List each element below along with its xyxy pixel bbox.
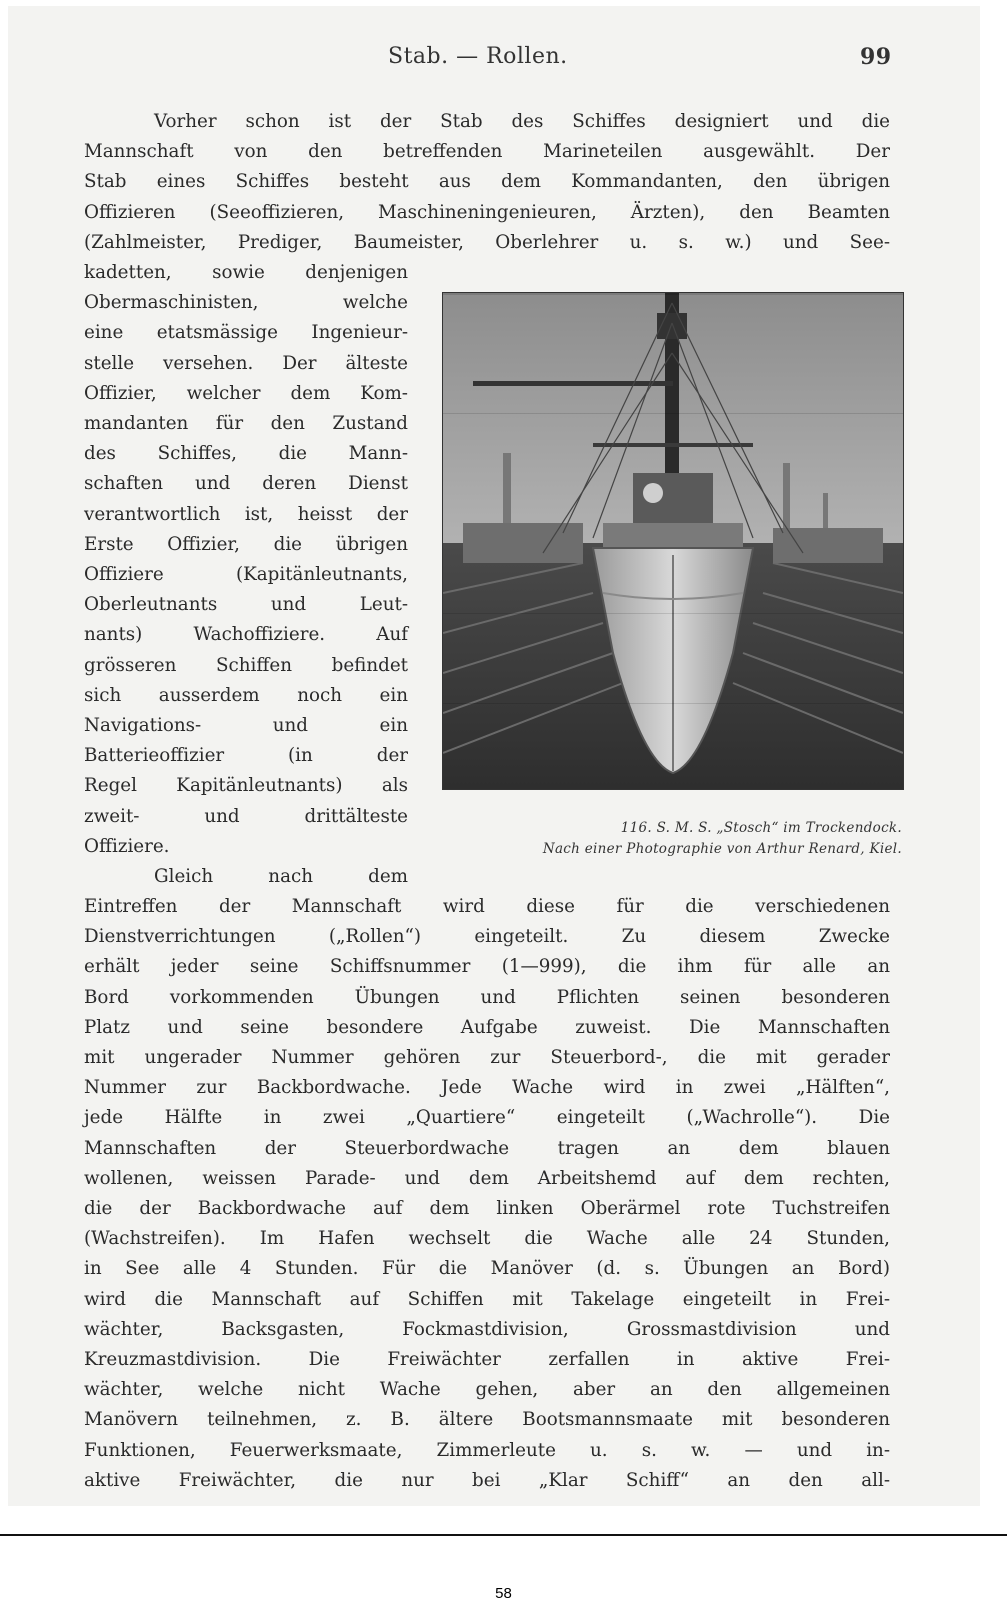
text-line: Offizier, welcher dem Kom- (84, 382, 408, 404)
text-line: Funktionen, Feuerwerksmaate, Zimmerleute u. s. w. — und in- (84, 1439, 890, 1461)
text-line: wollenen, weissen Parade- und dem Arbeitshemd auf dem rechten, (84, 1167, 890, 1189)
text-line: erhält jeder seine Schiffsnummer (1—999), die ihm für alle an (84, 956, 890, 978)
text-line: nants) Wachoffiziere. Auf (84, 624, 408, 646)
text-line: in See alle 4 Stunden. Für die Manöver (d. s. Übungen an Bord) (84, 1258, 890, 1280)
text-line: Stab eines Schiffes besteht aus dem Kommandanten, den übrigen (84, 171, 890, 193)
text-line: grösseren Schiffen befindet (84, 654, 408, 676)
text-line: Oberleutnants und Leut- (84, 594, 408, 616)
text-line: Bord vorkommenden Übungen und Pflichten seinen besonderen (84, 986, 890, 1008)
bottom-paragraph (84, 892, 890, 1496)
text-line: Erste Offizier, die übrigen (84, 533, 408, 555)
left-column-text (84, 258, 408, 892)
figure-caption (412, 818, 902, 860)
text-line: Mannschaften der Steuerbordwache tragen an dem blauen (84, 1137, 890, 1159)
text-line: Kreuzmastdivision. Die Freiwächter zerfallen in aktive Frei- (84, 1349, 890, 1371)
text-line: Navigations- und ein (84, 715, 408, 737)
top-paragraph (84, 107, 890, 258)
text-line: (Wachstreifen). Im Hafen wechselt die Wache alle 24 Stunden, (84, 1228, 890, 1250)
text-line: wächter, welche nicht Wache gehen, aber an den allgemeinen (84, 1379, 890, 1401)
text-line: des Schiffes, die Mann- (84, 443, 408, 465)
text-line: mandanten für den Zustand (84, 413, 408, 435)
text-line: wächter, Backsgasten, Fockmastdivision, Grossmastdivision und (84, 1318, 890, 1340)
text-line: (Zahlmeister, Prediger, Baumeister, Oberlehrer u. s. w.) und See- (84, 231, 890, 253)
text-line: stelle versehen. Der älteste (84, 352, 408, 374)
caption-line-2: Nach einer Photographie von Arthur Renard, Kiel. (542, 841, 902, 857)
caption-line-1: 116. S. M. S. „Stosch“ im Trockendock. (620, 820, 902, 836)
text-line: Manövern teilnehmen, z. B. ältere Bootsmannsmaate mit besonderen (84, 1409, 890, 1431)
text-line: sich ausserdem noch ein (84, 684, 408, 706)
text-line: Offizieren (Seeoffizieren, Maschineningenieuren, Ärzten), den Beamten (84, 201, 890, 223)
scanned-page (8, 6, 980, 1506)
text-line: Regel Kapitänleutnants) als (84, 775, 408, 797)
ship-photograph (442, 292, 904, 790)
text-line: Batterieoffizier (in der (84, 745, 408, 767)
text-line: Vorher schon ist der Stab des Schiffes designiert und die (154, 111, 890, 132)
footer-page-number: 58 (495, 1585, 512, 1602)
text-line: verantwortlich ist, heisst der (84, 503, 408, 525)
text-line: Mannschaft von den betreffenden Marineteilen ausgewählt. Der (84, 141, 890, 163)
text-line: Eintreffen der Mannschaft wird diese für die verschiedenen (84, 896, 890, 917)
running-head: Stab. — Rollen. (388, 44, 568, 69)
text-line: die der Backbordwache auf dem linken Oberärmel rote Tuchstreifen (84, 1198, 890, 1220)
text-line: zweit- und drittälteste (84, 805, 408, 827)
text-line: Offiziere (Kapitänleutnants, (84, 564, 408, 586)
text-line: Dienstverrichtungen („Rollen“) eingeteilt. Zu diesem Zwecke (84, 926, 890, 948)
text-line: kadetten, sowie denjenigen (84, 262, 408, 283)
footer-rule (0, 1534, 1007, 1536)
text-line: mit ungerader Nummer gehören zur Steuerbord-, die mit gerader (84, 1047, 890, 1069)
text-line: eine etatsmässige Ingenieur- (84, 322, 408, 344)
text-line: Obermaschinisten, welche (84, 292, 408, 314)
text-line: aktive Freiwächter, die nur bei „Klar Schiff“ an den all- (84, 1469, 890, 1491)
text-line: Nummer zur Backbordwache. Jede Wache wird in zwei „Hälften“, (84, 1077, 890, 1099)
text-line: Platz und seine besondere Aufgabe zuweist. Die Mannschaften (84, 1016, 890, 1038)
text-line: jede Hälfte in zwei „Quartiere“ eingeteilt („Wachrolle“). Die (84, 1107, 890, 1129)
ship-in-drydock-illustration (443, 293, 903, 789)
page-number-top: 99 (860, 44, 892, 70)
text-line: Gleich nach dem (154, 866, 408, 888)
text-line: schaften und deren Dienst (84, 473, 408, 495)
text-line: wird die Mannschaft auf Schiffen mit Takelage eingeteilt in Frei- (84, 1288, 890, 1310)
text-line: Offiziere. (84, 835, 170, 857)
